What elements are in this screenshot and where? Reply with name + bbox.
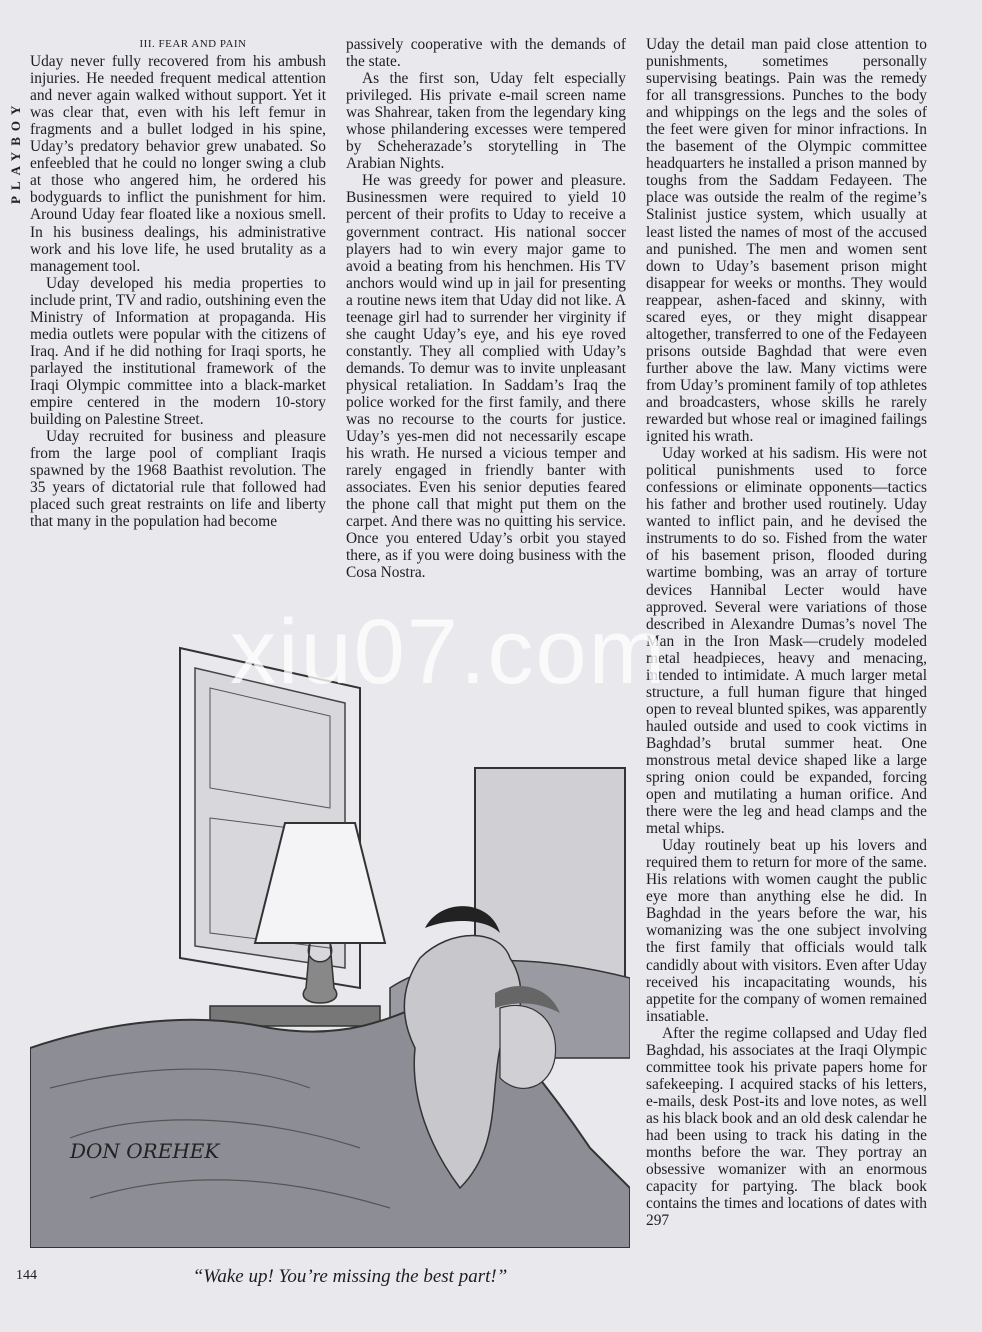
paragraph: Uday never fully recovered from his ambush injuries. He needed frequent medical attention and never again walked without support. Yet it was clear that, even with his left femur in fragments and a bullet lodged in his spine, Uday’s predatory behavior grew unabated. So enfeebled that he could no longer swing a club at those who angered him, he ordered his bodyguards to inflict the punishment for him. Around Uday fear floated like a noxious smell. In his business dealings, his administrative work and his love life, he used brutality as a management tool.	[30, 53, 326, 275]
paragraph: He was greedy for power and pleasure. Businessmen were required to yield 10 percent of their profits to Uday to receive a government contract. His national soccer players had to win every major game to avoid a beating from his henchmen. His TV anchors would wind up in jail for presenting a routine news item that Uday did not like. A teenage girl had to surrender her virginity if she caught Uday’s eye, and his eye roved constantly. They all complied with Uday’s demands. To demur was to invite unpleasant physical retaliation. In Saddam’s Iraq the police worked for the first family, and there was no recourse to the courts for justice. Uday’s yes-men did not necessarily escape his wrath. He nursed a vicious temper and rarely engaged in friendly banter with associates. Even his senior deputies feared the phone call that might put them on the carpet. And there was no quitting his service. Once you entered Uday’s orbit you stayed there, as if you were doing business with the Cosa Nostra.	[346, 172, 626, 582]
watermark: xiu07.com	[230, 601, 668, 703]
artist-signature: DON OREHEK	[70, 1139, 220, 1163]
article-column-2	[346, 36, 626, 582]
article-column-1	[30, 36, 326, 530]
paragraph: As the first son, Uday felt especially privileged. His private e-mail screen name was Shahrear, taken from the legendary king whose philandering excesses were tempered by Scheherazade’s storytelling in The Arabian Nights.	[346, 70, 626, 173]
cartoon-caption: “Wake up! You’re missing the best part!”	[192, 1266, 508, 1287]
article-column-3	[646, 36, 927, 1229]
paragraph: Uday the detail man paid close attention to punishments, sometimes personally supervising beatings. Pain was the remedy for all transgressions. Punches to the body and whippings on the legs and the soles of the feet were given for minor infractions. In the basement of the Olympic committee headquarters he installed a prison manned by toughs from the Saddam Fedayeen. The place was outside the realm of the regime’s Stalinist justice system, which usually at least listed the names of most of the accused and punished. The men and women sent down to Uday’s basement prison might disappear for weeks or months. They would reappear, ashen-faced and skinny, with scared eyes, or they might disappear altogether, transferred to one of the Fedayeen prisons outside Baghdad that were even further above the law. Many victims were from Uday’s prominent family of top athletes and broadcasters, whose skills he rarely rewarded but whose real or imagined failings ignited his wrath.	[646, 36, 927, 446]
paragraph: After the regime collapsed and Uday fled Baghdad, his associates at the Iraqi Olympic committee took his private papers home for safekeeping. I acquired stacks of his letters, e-mails, desk Post-its and love notes, as well as his black book and an old desk calendar he had been using to track his dating in the months before the war. They portray an obsessive womanizer with an enormous capacity for partying. The black book contains the times and locations of dates with 297	[646, 1024, 927, 1230]
page-number: 144	[16, 1268, 37, 1283]
section-heading: III. FEAR AND PAIN	[139, 38, 247, 50]
paragraph: passively cooperative with the demands of the state.	[346, 36, 626, 71]
paragraph: Uday recruited for business and pleasure from the large pool of compliant Iraqis spawned by the 1968 Baathist revolution. The 35 years of dictatorial rule that followed had placed such great restraints on life and liberty that many in the population had become	[30, 428, 326, 531]
cartoon-illustration	[30, 628, 630, 1248]
paragraph: Uday routinely beat up his lovers and required them to return for more of the same. His relations with women caught the public eye more than anything else he did. In Baghdad in the years before the war, his womanizing was the one subject involving the first family that officials would talk candidly about with visitors. Even after Uday received his incapacitating wounds, his appetite for the company of women remained insatiable.	[646, 837, 927, 1025]
paragraph: Uday developed his media properties to include print, TV and radio, outshining even the Ministry of Information at propaganda. His media outlets were popular with the citizens of Iraq. And if he did nothing for Iraqi sports, he parlayed the institutional framework of the Iraqi Olympic committee into a black-market empire centered in the modern 10-story building on Palestine Street.	[30, 274, 326, 429]
magazine-name: PLAYBOY	[8, 99, 23, 204]
paragraph: Uday worked at his sadism. His were not political punishments used to force confessions or eliminate opponents—tactics his father and brother used routinely. Uday wanted to inflict pain, and he devised the instruments to do so. Fished from the water of his basement prison, flooded during wartime bombing, was an array of torture devices Hannibal Lecter would have approved. Several were variations of those described in Alexandre Dumas’s novel The Man in the Iron Mask—crudely modeled metal headpieces, heavy and menacing, intended to intimidate. A much larger metal structure, a full human figure that hinged open to reveal blunted spikes, was apparently hauled outside and used to cook victims in Baghdad’s brutal summer heat. One monstrous metal device shaped like a large spring onion could be expanded, forcing open and mutilating a human orifice. And there were the leg and head clamps and the metal whips.	[646, 445, 927, 838]
